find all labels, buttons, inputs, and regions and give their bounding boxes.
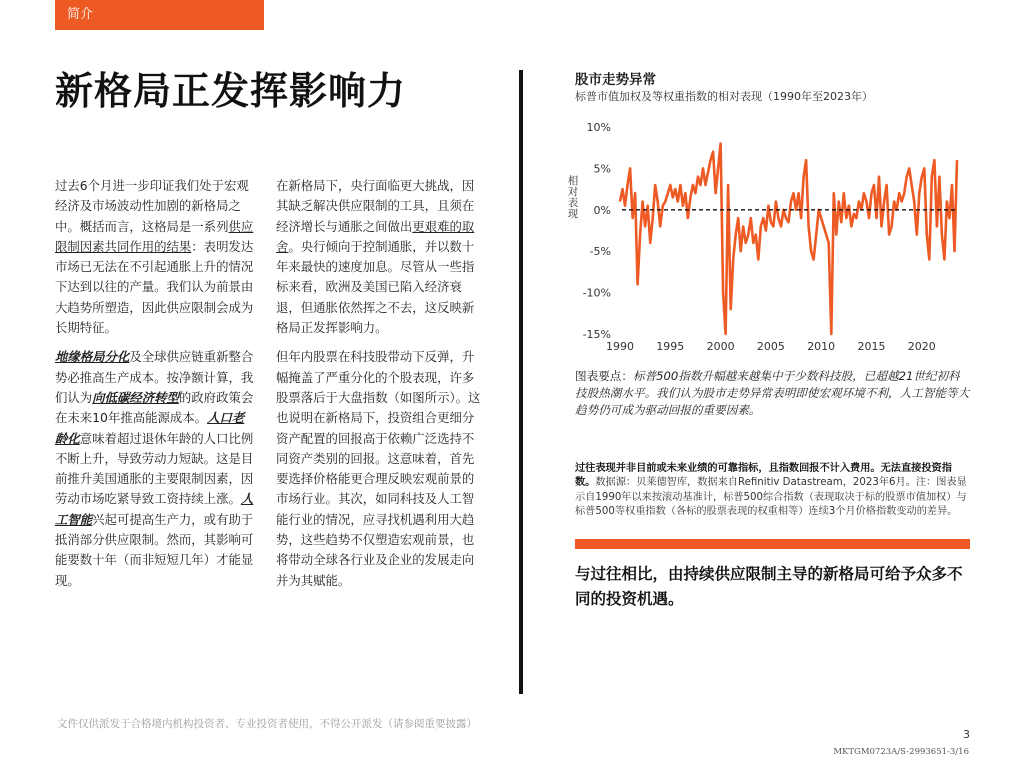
left-column: [55, 176, 255, 600]
x-tick-label: 2020: [907, 340, 936, 353]
y-tick-label: 0%: [593, 203, 611, 217]
caption-text: 标普500指数升幅越来越集中于少数科技股，已超越21世纪初科技股热潮水平。我们认为股市走势异常表明即使宏观环境不利，人工智能等大趋势仍可成为驱动回报的重要因素。: [575, 369, 970, 417]
mid-paragraph-1: [276, 176, 481, 338]
middle-column: [276, 176, 481, 600]
chart-y-axis-label: 相对表现: [567, 175, 579, 220]
text-run: 兴起可提高生产力，或有助于抵消部分供应限制。然而，其影响可能要数十年（而非短短几年）才能显现。: [55, 511, 254, 588]
emphasis-term: 人工智能: [55, 491, 254, 527]
chart-title: 股市走势异常: [575, 72, 656, 88]
text-run: 。央行倾向于控制通胀，并以数十年来最快的速度加息。尽管从一些指标来看，欧洲及美国已陷入经济衰退，但通胀依然挥之不去，这反映新格局正发挥影响力。: [276, 238, 475, 336]
underlined-term: 更艰难的取舍: [276, 218, 475, 254]
text-run: 在新格局下，央行面临更大挑战，因其缺乏解决供应限制的工具，且须在经济增长与通胀之间做出: [276, 178, 475, 234]
notes-disclaimer: 过往表现并非目前或未来业绩的可靠指标，且指数回报不计入费用。无法直接投资指数。: [575, 463, 952, 489]
y-tick-label: 5%: [593, 162, 611, 176]
caption-label: 图表要点：: [575, 369, 633, 383]
text-run: 的政府政策会在未来10年推高能源成本。: [55, 389, 254, 426]
page-number: 3: [963, 728, 970, 741]
document-code: MKTGM0723A/S-2993651-3/16: [833, 747, 969, 757]
accent-bar: [575, 539, 970, 549]
y-tick-label: -15%: [582, 328, 611, 341]
text-run: 及全球供应链重新整合势必推高生产成本。按净额计算，我们认为: [55, 349, 254, 405]
emphasis-term: 地缘格局分化: [55, 349, 130, 365]
y-tick-label: 10%: [586, 121, 611, 134]
callout-text: 与过往相比，由持续供应限制主导的新格局可给予众多不同的投资机遇。: [575, 565, 963, 608]
left-paragraph-1: [55, 176, 255, 338]
emphasis-term: 向低碳经济转型: [92, 389, 179, 405]
text-run: 意味着超过退休年龄的人口比例不断上升，导致劳动力短缺。这是目前推升美国通胀的主要限制因素，因劳动市场吃紧导致工资持续上涨。: [55, 430, 254, 507]
x-tick-label: 2005: [756, 340, 785, 353]
underlined-term: 供应限制因素共同作用的结果: [55, 218, 254, 254]
x-tick-label: 2010: [807, 340, 836, 353]
chart-notes: [575, 462, 970, 520]
y-tick-label: -5%: [589, 245, 611, 259]
footer-disclaimer: 文件仅供派发于合格境内机构投资者、专业投资者使用，不得公开派发（请参阅重要披露）: [57, 718, 477, 730]
chart-subtitle: 标普市值加权及等权重指数的相对表现（1990年至2023年）: [575, 90, 873, 103]
line-chart: [570, 112, 970, 357]
x-tick-label: 2015: [857, 340, 886, 353]
column-divider: [519, 70, 523, 694]
emphasis-term: 人口老龄化: [55, 410, 245, 446]
y-tick-label: -10%: [582, 286, 611, 300]
left-paragraph-2: [55, 347, 255, 591]
page-title: 新格局正发挥影响力: [55, 69, 407, 113]
text-run: ：表明发达市场已无法在不引起通胀上升的情况下达到以往的产量。我们认为前景由大趋势所塑造，因此供应限制会成为长期特征。: [55, 238, 254, 336]
series-line: [620, 144, 957, 334]
x-tick-label: 2000: [706, 340, 735, 353]
x-tick-label: 1990: [606, 340, 634, 353]
text-run: 过去6个月进一步印证我们处于宏观经济及市场波动性加剧的新格局之中。概括而言，这格局是一系列: [55, 178, 249, 234]
x-tick-label: 1995: [656, 340, 685, 353]
mid-paragraph-2: 但年内股票在科技股带动下反弹，升幅掩盖了严重分化的个股表现，许多股票落后于大盘指数（如图所示）。这也说明在新格局下，投资组合更细分资产配置的回报高于依赖广泛选持不同资产类别的回报。这意味着，首先要选择价格能更合理反映宏观前景的市场行业。其次，如同科技及人工智能行业的情况，应寻找机遇利用大趋势，这些趋势不仅塑造宏观前景，也将带动全球各行业及企业的发展走向并为其赋能。: [276, 349, 481, 588]
notes-source: 数据源：贝莱德智库，数据来自Refinitiv Datastream，2023年6月。注：图表显示自1990年以来按滚动基准计，标普500综合指数（表现取决于标的股票市值加权）与标普500等权重指数（各标的股票表现的权重相等）连续3个月价格指数变动的差异。: [575, 477, 967, 518]
section-tag: 简介: [55, 0, 264, 30]
chart-caption: [575, 368, 970, 419]
